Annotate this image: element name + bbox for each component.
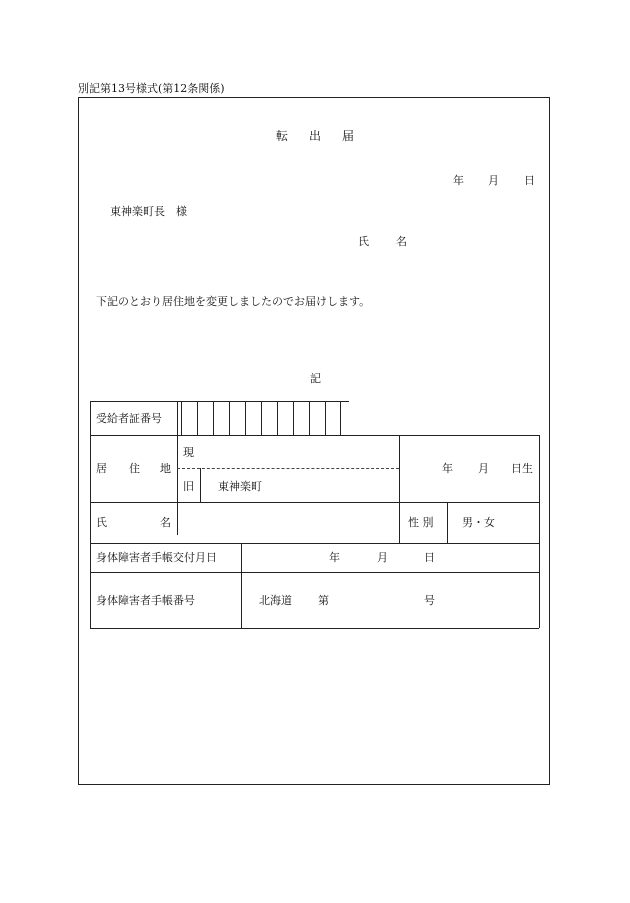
date-day: 日 bbox=[524, 174, 535, 187]
title-char-2: 出 bbox=[309, 129, 322, 143]
handbook-dai: 第 bbox=[318, 594, 329, 607]
recipient-number-cells[interactable] bbox=[181, 401, 341, 435]
current-address-label: 現 bbox=[183, 446, 194, 459]
recipient-digit-cell[interactable] bbox=[309, 401, 325, 435]
issue-date-label: 身体障害者手帳交付月日 bbox=[96, 551, 217, 564]
statement: 下記のとおり居住地を変更しましたのでお届けします。 bbox=[96, 295, 371, 308]
date-month: 月 bbox=[488, 174, 499, 187]
addressee: 東神楽町長 様 bbox=[110, 205, 187, 218]
recipient-digit-cell[interactable] bbox=[213, 401, 229, 435]
name-row-char-1: 氏 bbox=[96, 516, 107, 529]
ki-mark: 記 bbox=[310, 372, 321, 385]
residence-char-3: 地 bbox=[160, 462, 171, 475]
title-char-3: 届 bbox=[342, 129, 355, 143]
date-year: 年 bbox=[453, 174, 464, 187]
recipient-digit-cell[interactable] bbox=[277, 401, 293, 435]
sex-label: 性 別 bbox=[408, 516, 434, 529]
applicant-name-char-2: 名 bbox=[396, 235, 407, 248]
name-field[interactable] bbox=[178, 503, 398, 542]
issue-year: 年 bbox=[329, 551, 340, 564]
handbook-prefix: 北海道 bbox=[259, 594, 292, 607]
form-reference: 別記第13号様式(第12条関係) bbox=[78, 82, 225, 95]
title-char-1: 転 bbox=[276, 129, 289, 143]
birth-year: 年 bbox=[442, 462, 453, 475]
issue-day: 日 bbox=[424, 551, 435, 564]
recipient-digit-cell[interactable] bbox=[293, 401, 309, 435]
residence-char-1: 居 bbox=[96, 462, 107, 475]
residence-char-2: 住 bbox=[129, 462, 140, 475]
old-address-value: 東神楽町 bbox=[218, 480, 262, 493]
applicant-name-char-1: 氏 bbox=[358, 235, 369, 248]
recipient-digit-cell[interactable] bbox=[325, 401, 341, 435]
recipient-digit-cell[interactable] bbox=[245, 401, 261, 435]
recipient-digit-cell[interactable] bbox=[229, 401, 245, 435]
recipient-number-label: 受給者証番号 bbox=[96, 412, 162, 425]
handbook-go: 号 bbox=[424, 594, 435, 607]
form-frame bbox=[78, 97, 550, 785]
sex-value[interactable]: 男・女 bbox=[462, 516, 495, 529]
birth-month: 月 bbox=[478, 462, 489, 475]
recipient-digit-cell[interactable] bbox=[261, 401, 277, 435]
old-address-label: 旧 bbox=[183, 480, 194, 493]
recipient-digit-cell[interactable] bbox=[181, 401, 197, 435]
name-row-char-2: 名 bbox=[160, 516, 171, 529]
birth-day: 日生 bbox=[511, 462, 533, 475]
handbook-number-label: 身体障害者手帳番号 bbox=[96, 594, 195, 607]
recipient-digit-cell[interactable] bbox=[197, 401, 213, 435]
issue-month: 月 bbox=[377, 551, 388, 564]
